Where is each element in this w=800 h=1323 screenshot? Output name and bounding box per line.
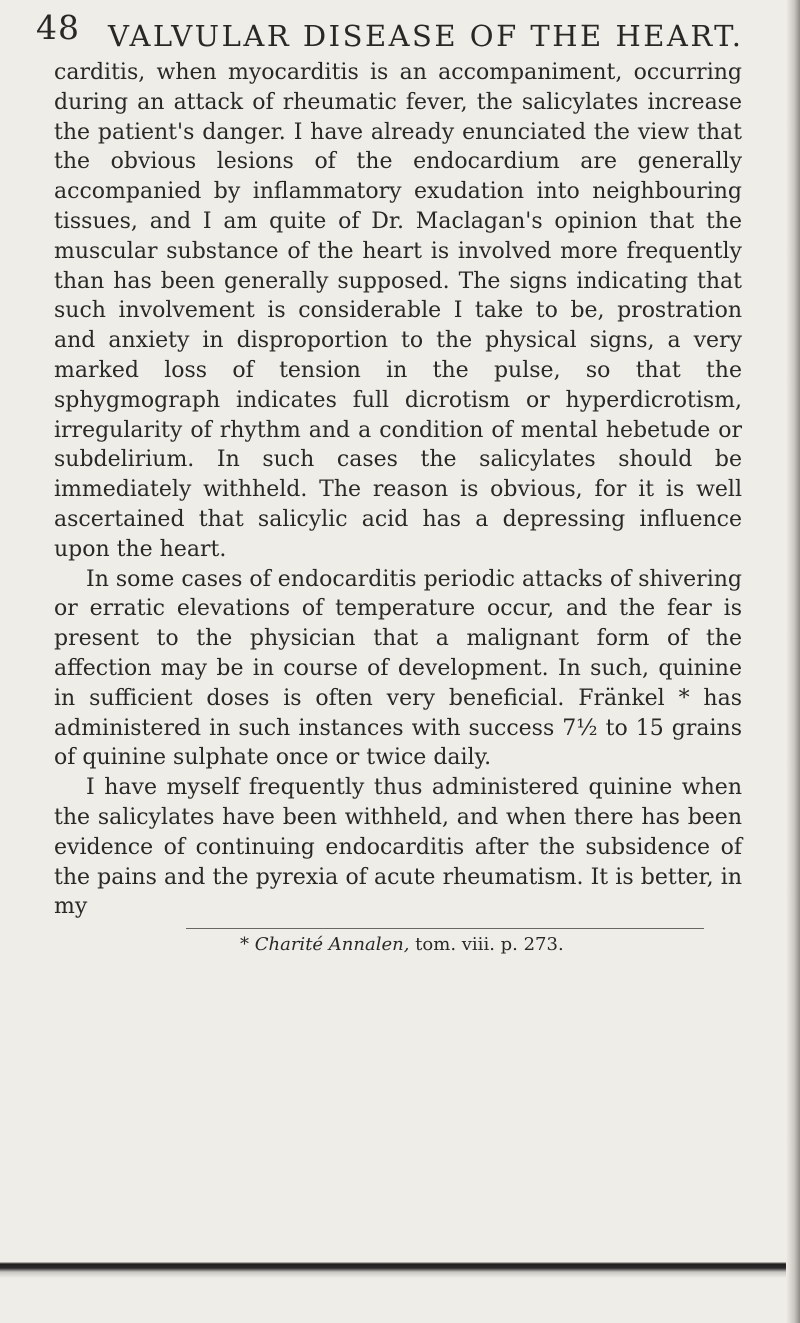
page-right-edge: [786, 0, 800, 1323]
paragraph-continuation: carditis, when myocarditis is an accompaniment, occurring during an attack of rheumatic fever, the salicylates increase the patient's danger. I have already enunciated the view that the obvious lesions of the endocardium are generally accompanied by inflammatory exudation into neighbouring tissues, and I am quite of Dr. Maclagan's opinion that the muscular substance of the heart is involved more frequently than has been generally supposed. The signs indicating that such involvement is considerable I take to be, prostration and anxiety in disproportion to the physical signs, a very marked loss of tension in the pulse, so that the sphygmograph indicates full dicrotism or hyperdicrotism, irregularity of rhythm and a condition of mental hebetude or subdelirium. In such cases the salicylates should be immediately withheld. The reason is obvious, for it is well ascertained that salicylic acid has a depressing influence upon the heart.: [54, 60, 742, 562]
running-title: VALVULAR DISEASE OF THE HEART.: [108, 19, 744, 53]
footnote: [240, 932, 740, 958]
paragraph-own-practice: I have myself frequently thus administered quinine when the salicylates have been withheld, and when there has been evidence of continuing endocarditis after the subsidence of the pains and the pyrexia of acute rheumatism. It is better, in my: [54, 775, 742, 920]
footnote-marker: *: [240, 934, 255, 955]
body-text: [54, 58, 742, 922]
page-bottom-edge: [0, 1262, 800, 1323]
footnote-citation: tom. viii. p. 273.: [409, 934, 564, 955]
footnote-source-title: Charité Annalen,: [254, 934, 410, 955]
footnote-divider: [186, 928, 704, 929]
paragraph-endocarditis-quinine: In some cases of endocarditis periodic attacks of shivering or erratic elevations of temperature occur, and the fear is present to the physician that a malignant form of the affection may be in course of development. In such, quinine in sufficient doses is often very beneficial. Fränkel * has administered in such instances with success 7½ to 15 grains of quinine sulphate once or twice daily.: [54, 566, 742, 771]
page-number: 48: [36, 8, 80, 47]
page-header: [36, 8, 744, 56]
